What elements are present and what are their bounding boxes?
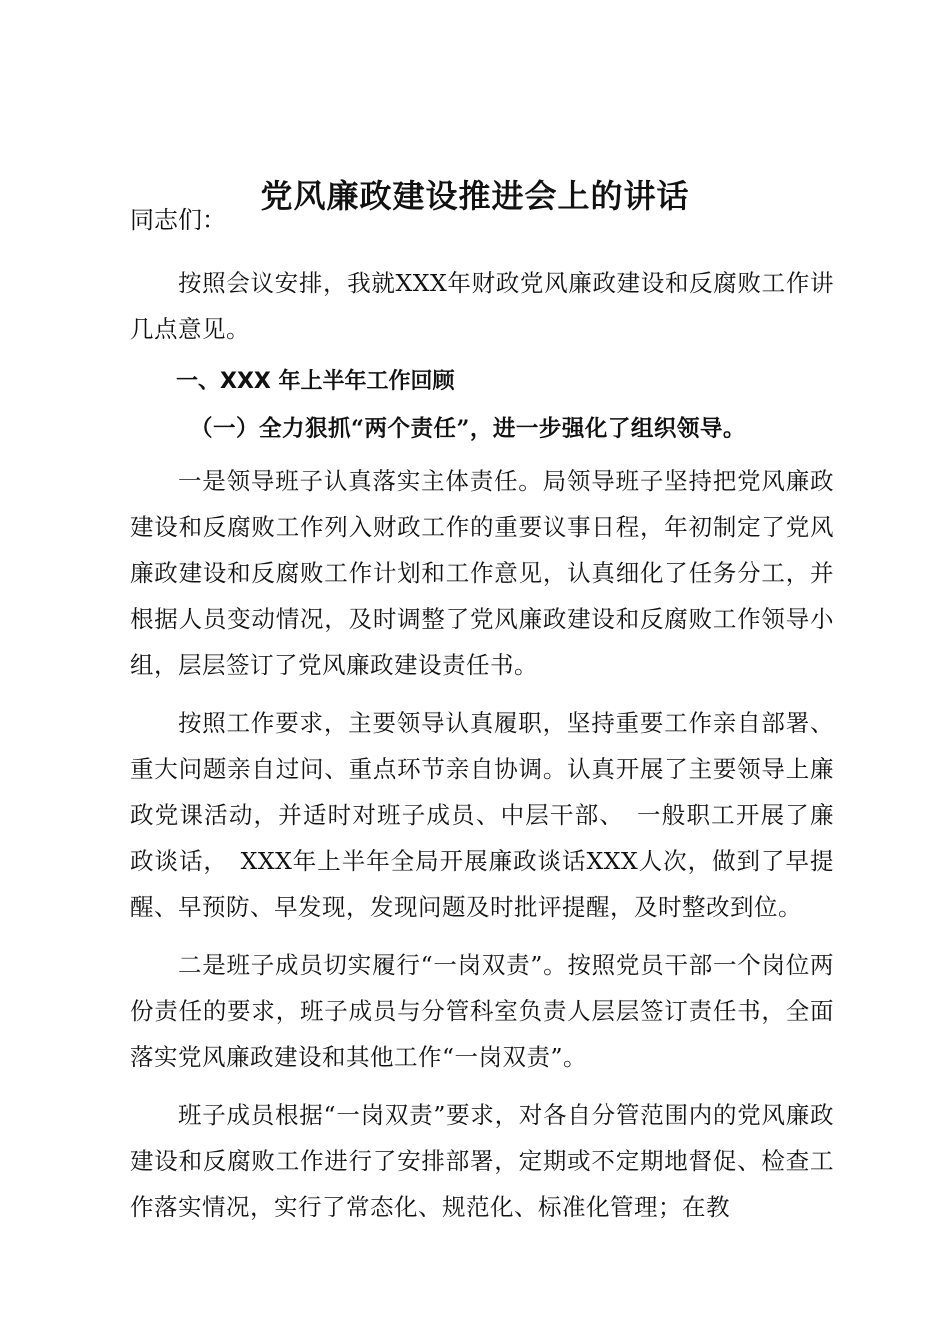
body-paragraph: 班子成员根据“一岗双责”要求，对各自分管范围内的党风廉政建设和反腐败工作进行了安排部署，定期或不定期地督促、检查工作落实情况，实行了常态化、规范化、标准化管理；在教	[130, 1101, 834, 1221]
document-body	[130, 260, 834, 1230]
body-paragraph: 二是班子成员切实履行“一岗双责”。按照党员干部一个岗位两份责任的要求，班子成员与分管科室负责人层层签订责任书，全面落实党风廉政建设和其他工作“一岗双责”。	[130, 951, 834, 1071]
body-paragraph: 按照工作要求，主要领导认真履职，坚持重要工作亲自部署、重大问题亲自过问、重点环节亲自协调。认真开展了主要领导上廉政党课活动，并适时对班子成员、中层干部、 一般职工开展了廉政谈话， XXX年上半年全局开展廉政谈话XXX人次，做到了早提醒、早预防、早发现，发现问题及时批评提醒，及时整改到位。	[130, 709, 834, 921]
intro-paragraph: 按照会议安排，我就XXX年财政党风廉政建设和反腐败工作讲几点意见。	[130, 269, 834, 343]
salutation: 同志们：	[130, 206, 226, 234]
subsection-heading: （一）全力狠抓“两个责任”，进一步强化了组织领导。	[190, 416, 746, 442]
document-title: 党风廉政建设推进会上的讲话	[260, 177, 690, 215]
section-heading: 一、XXX 年上半年工作回顾	[176, 369, 455, 394]
body-paragraph: 一是领导班子认真落实主体责任。局领导班子坚持把党风廉政建设和反腐败工作列入财政工作的重要议事日程，年初制定了党风廉政建设和反腐败工作计划和工作意见，认真细化了任务分工，并根据人员变动情况，及时调整了党风廉政建设和反腐败工作领导小组，层层签订了党风廉政建设责任书。	[130, 467, 834, 679]
